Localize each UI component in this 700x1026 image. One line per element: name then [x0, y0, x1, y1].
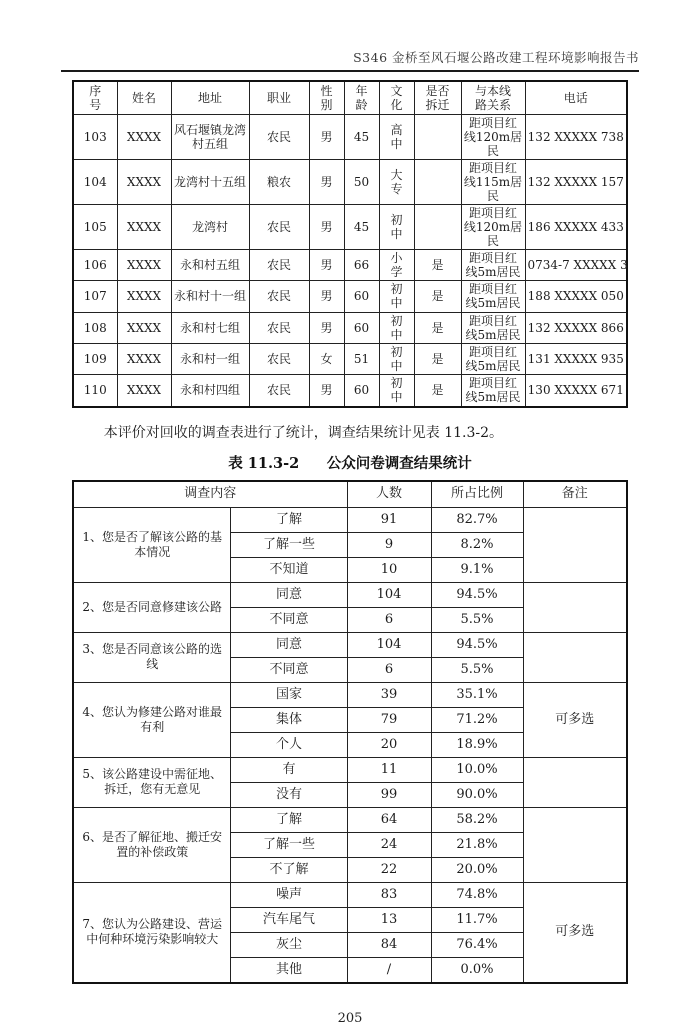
name-cell: XXXX [117, 312, 171, 343]
relocated-cell [414, 115, 461, 160]
percent-cell: 9.1% [431, 557, 523, 582]
phone-cell: 132 XXXXX 738 [525, 115, 627, 160]
survey-option-row [73, 682, 627, 707]
column-header-content: 调查内容 [73, 481, 347, 508]
seq-cell: 107 [73, 281, 117, 312]
option-cell: 噪声 [231, 882, 347, 907]
relation-cell: 距项目红线5m居民 [461, 281, 525, 312]
education-cell [379, 343, 414, 374]
option-cell: 了解一些 [231, 532, 347, 557]
count-cell: 10 [347, 557, 431, 582]
phone-cell: 188 XXXXX 050 [525, 281, 627, 312]
education-value: 初中 [390, 282, 403, 311]
percent-cell: 21.8% [431, 832, 523, 857]
occupation-cell: 农民 [249, 281, 309, 312]
option-cell: 个人 [231, 732, 347, 757]
column-header-education [379, 81, 414, 115]
page-number: 205 [337, 1010, 363, 1026]
count-cell: 64 [347, 807, 431, 832]
column-header-gender [309, 81, 344, 115]
education-cell [379, 115, 414, 160]
age-cell: 60 [344, 312, 379, 343]
percent-cell: 35.1% [431, 682, 523, 707]
address-cell: 永和村五组 [171, 250, 249, 281]
education-value: 大专 [390, 167, 403, 196]
address-cell: 风石堰镇龙湾村五组 [171, 115, 249, 160]
respondent-row [73, 375, 627, 407]
relation-cell: 距项目红线115m居民 [461, 160, 525, 205]
column-header-occupation [249, 81, 309, 115]
option-cell: 了解 [231, 507, 347, 532]
percent-cell: 90.0% [431, 782, 523, 807]
phone-cell: 186 XXXXX 433 [525, 205, 627, 250]
count-cell: 79 [347, 707, 431, 732]
occupation-cell: 农民 [249, 312, 309, 343]
percent-cell: 94.5% [431, 582, 523, 607]
count-cell: / [347, 957, 431, 983]
address-cell: 永和村十一组 [171, 281, 249, 312]
count-cell: 83 [347, 882, 431, 907]
education-value: 初中 [390, 212, 403, 241]
education-value: 小学 [390, 251, 403, 280]
percent-cell: 18.9% [431, 732, 523, 757]
count-cell: 6 [347, 657, 431, 682]
survey-option-row [73, 507, 627, 532]
percent-cell: 11.7% [431, 907, 523, 932]
relocated-cell: 是 [414, 281, 461, 312]
percent-cell: 94.5% [431, 632, 523, 657]
percent-cell: 0.0% [431, 957, 523, 983]
seq-cell: 108 [73, 312, 117, 343]
option-cell: 不知道 [231, 557, 347, 582]
relation-cell: 距项目红线120m居民 [461, 205, 525, 250]
question-cell: 2、您是否同意修建该公路 [73, 582, 231, 632]
relation-cell: 距项目红线120m居民 [461, 115, 525, 160]
education-value: 初中 [390, 376, 403, 405]
education-cell [379, 205, 414, 250]
phone-cell: 130 XXXXX 671 [525, 375, 627, 407]
relocated-cell: 是 [414, 343, 461, 374]
percent-cell: 82.7% [431, 507, 523, 532]
age-cell: 51 [344, 343, 379, 374]
column-header-label: 年龄 [355, 83, 368, 112]
respondent-row [73, 281, 627, 312]
seq-cell: 103 [73, 115, 117, 160]
option-cell: 同意 [231, 582, 347, 607]
column-header-age [344, 81, 379, 115]
address-cell: 龙湾村十五组 [171, 160, 249, 205]
phone-cell: 0734-7 XXXXX 3 [525, 250, 627, 281]
address-cell: 永和村七组 [171, 312, 249, 343]
table-caption [61, 452, 639, 473]
count-cell: 104 [347, 632, 431, 657]
survey-option-row [73, 807, 627, 832]
percent-cell: 76.4% [431, 932, 523, 957]
percent-cell: 71.2% [431, 707, 523, 732]
count-cell: 9 [347, 532, 431, 557]
option-cell: 不同意 [231, 657, 347, 682]
column-header-label: 与本线路关系 [474, 83, 511, 112]
column-header-count: 人数 [347, 481, 431, 508]
gender-cell: 男 [309, 160, 344, 205]
education-cell [379, 250, 414, 281]
relocated-cell: 是 [414, 250, 461, 281]
column-header-label: 是否拆迁 [425, 83, 450, 112]
survey-option-row [73, 882, 627, 907]
occupation-cell: 农民 [249, 250, 309, 281]
name-cell: XXXX [117, 205, 171, 250]
column-header-note: 备注 [523, 481, 627, 508]
respondent-row [73, 250, 627, 281]
name-cell: XXXX [117, 115, 171, 160]
address-cell: 永和村四组 [171, 375, 249, 407]
count-cell: 84 [347, 932, 431, 957]
phone-cell: 131 XXXXX 935 [525, 343, 627, 374]
occupation-cell: 粮农 [249, 160, 309, 205]
respondent-row [73, 343, 627, 374]
question-cell: 7、您认为公路建设、营运中何种环境污染影响较大 [73, 882, 231, 983]
option-cell: 不同意 [231, 607, 347, 632]
education-cell [379, 312, 414, 343]
column-header-address [171, 81, 249, 115]
column-header-relation [461, 81, 525, 115]
count-cell: 20 [347, 732, 431, 757]
count-cell: 99 [347, 782, 431, 807]
question-cell: 1、您是否了解该公路的基本情况 [73, 507, 231, 582]
note-cell: 可多选 [523, 682, 627, 757]
column-header-label: 姓名 [131, 91, 156, 105]
note-cell [523, 757, 627, 807]
relocated-cell [414, 160, 461, 205]
age-cell: 66 [344, 250, 379, 281]
gender-cell: 男 [309, 312, 344, 343]
seq-cell: 106 [73, 250, 117, 281]
option-cell: 不了解 [231, 857, 347, 882]
column-header-name [117, 81, 171, 115]
respondent-row [73, 160, 627, 205]
column-header-seq [73, 81, 117, 115]
seq-cell: 104 [73, 160, 117, 205]
note-cell [523, 807, 627, 882]
option-cell: 没有 [231, 782, 347, 807]
percent-cell: 74.8% [431, 882, 523, 907]
option-cell: 有 [231, 757, 347, 782]
education-cell [379, 281, 414, 312]
body-paragraph: 本评价对回收的调查表进行了统计，调查结果统计见表 11.3-2。 [103, 424, 504, 441]
phone-cell: 132 XXXXX 866 [525, 312, 627, 343]
survey-header-row [73, 481, 627, 508]
survey-option-row [73, 757, 627, 782]
count-cell: 6 [347, 607, 431, 632]
question-cell: 3、您是否同意该公路的选线 [73, 632, 231, 682]
relocated-cell [414, 205, 461, 250]
note-cell [523, 632, 627, 682]
seq-cell: 105 [73, 205, 117, 250]
relocated-cell: 是 [414, 312, 461, 343]
survey-option-row [73, 582, 627, 607]
respondents-table [72, 80, 628, 408]
question-cell: 4、您认为修建公路对谁最有利 [73, 682, 231, 757]
age-cell: 60 [344, 281, 379, 312]
gender-cell: 男 [309, 375, 344, 407]
seq-cell: 110 [73, 375, 117, 407]
age-cell: 45 [344, 205, 379, 250]
option-cell: 汽车尾气 [231, 907, 347, 932]
count-cell: 11 [347, 757, 431, 782]
question-cell: 6、是否了解征地、搬迁安置的补偿政策 [73, 807, 231, 882]
count-cell: 91 [347, 507, 431, 532]
gender-cell: 男 [309, 281, 344, 312]
option-cell: 其他 [231, 957, 347, 983]
age-cell: 50 [344, 160, 379, 205]
name-cell: XXXX [117, 250, 171, 281]
note-cell: 可多选 [523, 882, 627, 983]
occupation-cell: 农民 [249, 115, 309, 160]
occupation-cell: 农民 [249, 375, 309, 407]
count-cell: 24 [347, 832, 431, 857]
respondent-row [73, 312, 627, 343]
name-cell: XXXX [117, 160, 171, 205]
address-cell: 龙湾村 [171, 205, 249, 250]
note-cell [523, 507, 627, 582]
count-cell: 104 [347, 582, 431, 607]
age-cell: 60 [344, 375, 379, 407]
education-value: 初中 [390, 313, 403, 342]
column-header-phone [525, 81, 627, 115]
column-header-label: 性别 [320, 83, 333, 112]
respondent-row [73, 205, 627, 250]
relation-cell: 距项目红线5m居民 [461, 250, 525, 281]
option-cell: 同意 [231, 632, 347, 657]
column-header-label: 文化 [390, 83, 403, 112]
option-cell: 了解一些 [231, 832, 347, 857]
table-caption-number: 表 11.3-2 [228, 454, 300, 472]
column-header-relocated [414, 81, 461, 115]
percent-cell: 20.0% [431, 857, 523, 882]
relation-cell: 距项目红线5m居民 [461, 343, 525, 374]
relocated-cell: 是 [414, 375, 461, 407]
survey-option-row [73, 632, 627, 657]
education-cell [379, 160, 414, 205]
education-value: 高中 [390, 122, 403, 151]
column-header-label: 地址 [197, 91, 222, 105]
seq-cell: 109 [73, 343, 117, 374]
percent-cell: 58.2% [431, 807, 523, 832]
count-cell: 22 [347, 857, 431, 882]
running-header [61, 48, 639, 72]
percent-cell: 8.2% [431, 532, 523, 557]
option-cell: 集体 [231, 707, 347, 732]
note-cell [523, 582, 627, 632]
column-header-percent: 所占比例 [431, 481, 523, 508]
percent-cell: 10.0% [431, 757, 523, 782]
survey-results-table [72, 480, 628, 984]
name-cell: XXXX [117, 343, 171, 374]
occupation-cell: 农民 [249, 343, 309, 374]
name-cell: XXXX [117, 375, 171, 407]
question-cell: 5、该公路建设中需征地、拆迁，您有无意见 [73, 757, 231, 807]
percent-cell: 5.5% [431, 657, 523, 682]
occupation-cell: 农民 [249, 205, 309, 250]
percent-cell: 5.5% [431, 607, 523, 632]
count-cell: 39 [347, 682, 431, 707]
education-value: 初中 [390, 344, 403, 374]
phone-cell: 132 XXXXX 157 [525, 160, 627, 205]
education-cell [379, 375, 414, 407]
relation-cell: 距项目红线5m居民 [461, 375, 525, 407]
age-cell: 45 [344, 115, 379, 160]
table-caption-title: 公众问卷调查结果统计 [326, 454, 472, 472]
column-header-label: 电话 [563, 91, 588, 105]
name-cell: XXXX [117, 281, 171, 312]
respondents-header-row [73, 81, 627, 115]
address-cell: 永和村一组 [171, 343, 249, 374]
option-cell: 了解 [231, 807, 347, 832]
option-cell: 国家 [231, 682, 347, 707]
gender-cell: 男 [309, 250, 344, 281]
count-cell: 13 [347, 907, 431, 932]
relation-cell: 距项目红线5m居民 [461, 312, 525, 343]
gender-cell: 女 [309, 343, 344, 374]
column-header-label: 职业 [266, 91, 291, 105]
option-cell: 灰尘 [231, 932, 347, 957]
respondent-row [73, 115, 627, 160]
gender-cell: 男 [309, 205, 344, 250]
running-header-title: S346 金桥至风石堰公路改建工程环境影响报告书 [353, 50, 639, 65]
gender-cell: 男 [309, 115, 344, 160]
column-header-label: 序号 [89, 83, 102, 112]
